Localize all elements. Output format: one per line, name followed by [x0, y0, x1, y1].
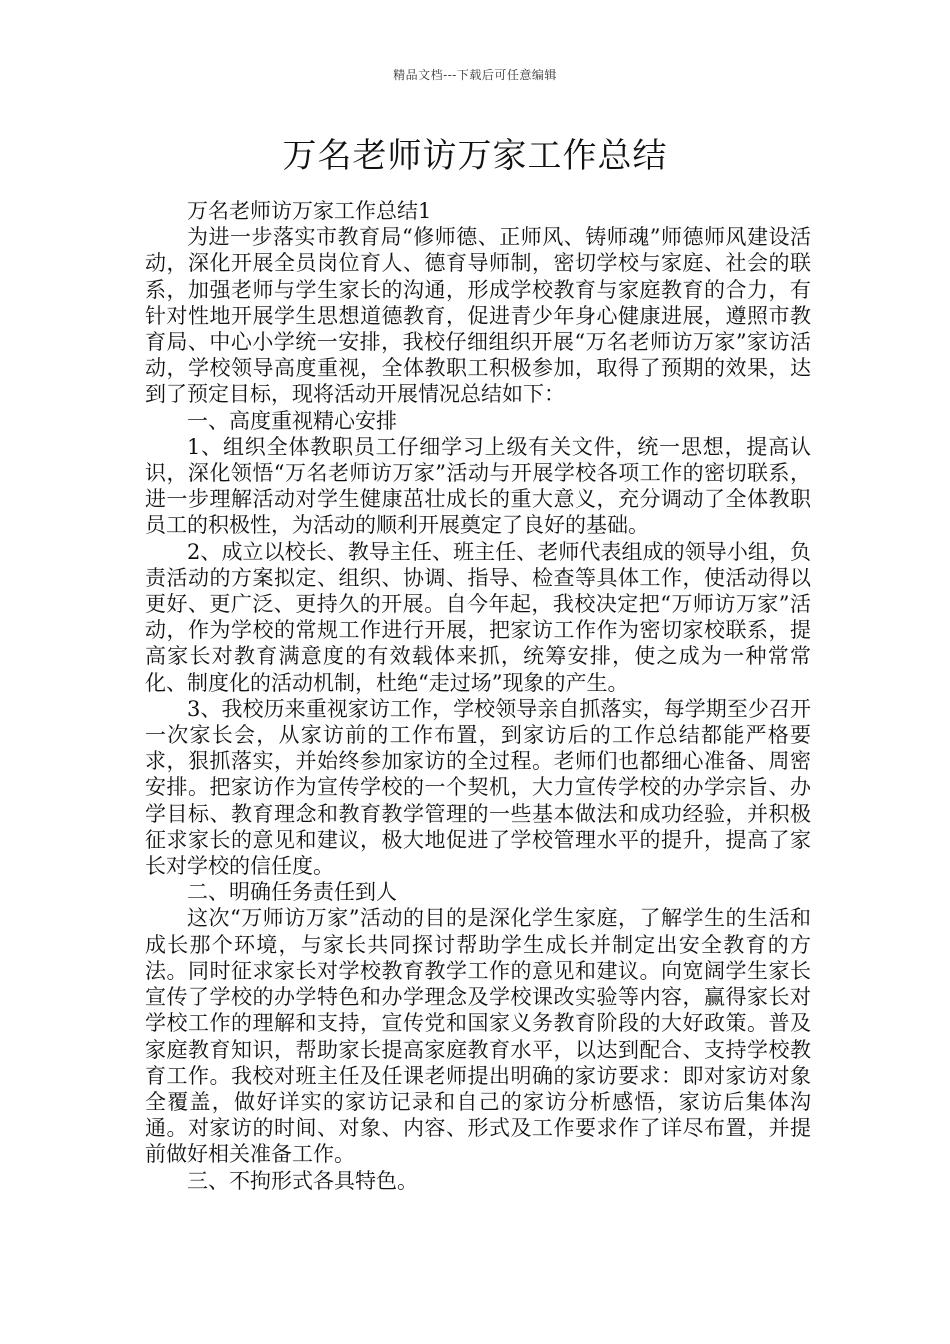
body-paragraph-4: 这次“万师访万家”活动的目的是深化学生家庭，了解学生的生活和成长那个环境，与家长共同探讨帮助学生成长并制定出安全教育的方法。同时征求家长对学校教育教学工作的意见和建议。向宽阔学生家长宣传了学校的办学特色和办学理念及学校课改实验等内容，赢得家长对学校工作的理解和支持，宣传党和国家义务教育阶段的大好政策。普及家庭教育知识，帮助家长提高家庭教育水平，以达到配合、支持学校教育工作。我校对班主任及任课老师提出明确的家访要求：即对家访对象全覆盖，做好详实的家访记录和自己的家访分析感悟，家访后集体沟通。对家访的时间、对象、内容、形式及工作要求作了详尽布置，并提前做好相关准备工作。	[145, 906, 811, 1167]
document-body	[145, 198, 811, 1194]
document-title: 万名老师访万家工作总结	[282, 136, 668, 176]
subtitle-paragraph: 万名老师访万家工作总结1	[187, 199, 432, 223]
intro-paragraph: 为进一步落实市教育局“修师德、正师风、铸师魂”师德师风建设活动，深化开展全员岗位育人、德育导师制，密切学校与家庭、社会的联系，加强老师与学生家长的沟通，形成学校教育与家庭教育的合力，有针对性地开展学生思想道德教育，促进青少年身心健康进展，遵照市教育局、中心小学统一安排，我校仔细组织开展“万名老师访万家”家访活动，学校领导高度重视，全体教职工积极参加，取得了预期的效果，达到了预定目标，现将活动开展情况总结如下：	[145, 225, 811, 407]
body-paragraph-2: 2、成立以校长、教导主任、班主任、老师代表组成的领导小组，负责活动的方案拟定、组织、协调、指导、检查等具体工作，使活动得以更好、更广泛、更持久的开展。自今年起，我校决定把“万师访万家”活动，作为学校的常规工作进行开展，把家访工作作为密切家校联系，提高家长对教育满意度的有效载体来抓，统筹安排，使之成为一种常常化、制度化的活动机制，杜绝“走过场”现象的产生。	[145, 539, 811, 695]
section-heading-1: 一、高度重视精心安排	[187, 408, 397, 433]
section-heading-2: 二、明确任务责任到人	[187, 880, 397, 905]
page-header: 精品文档---下载后可任意编辑	[393, 68, 557, 82]
section-heading-3: 三、不拘形式各具特色。	[187, 1168, 418, 1193]
body-paragraph-1: 1、组织全体教职员工仔细学习上级有关文件，统一思想，提高认识，深化领悟“万名老师访万家”活动与开展学校各项工作的密切联系，进一步理解活动对学生健康茁壮成长的重大意义，充分调动了全体教职员工的积极性，为活动的顺利开展奠定了良好的基础。	[145, 434, 811, 538]
body-paragraph-3: 3、我校历来重视家访工作，学校领导亲自抓落实，每学期至少召开一次家长会，从家访前的工作布置，到家访后的工作总结都能严格要求，狠抓落实，并始终参加家访的全过程。老师们也都细心准备、周密安排。把家访作为宣传学校的一个契机，大力宣传学校的办学宗旨、办学目标、教育理念和教育教学管理的一些基本做法和成功经验，并积极征求家长的意见和建议，极大地促进了学校管理水平的提升，提高了家长对学校的信任度。	[145, 696, 811, 879]
